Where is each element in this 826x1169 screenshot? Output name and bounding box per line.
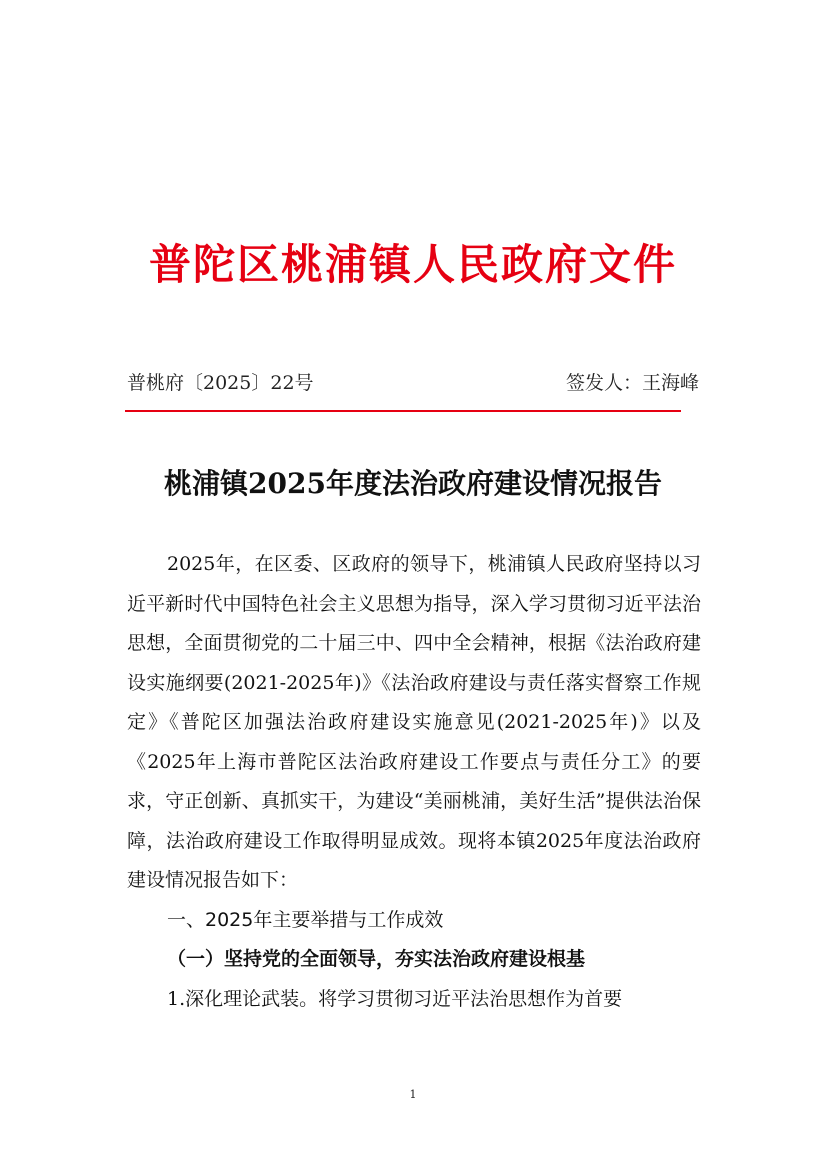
signer-label: 签发人：王海峰: [565, 372, 699, 394]
report-title: 桃浦镇2025年度法治政府建设情况报告: [164, 467, 662, 500]
section-heading: 一、2025年主要举措与工作成效: [167, 908, 444, 931]
item-paragraph: 1.深化理论武装。将学习贯彻习近平法治思想作为首要: [167, 987, 623, 1010]
report-body: [127, 545, 701, 1019]
subsection-heading: （一）坚持党的全面领导，夯实法治政府建设根基: [167, 948, 586, 970]
document-number: 普桃府〔2025〕22号: [127, 372, 314, 394]
header-red-divider: [125, 410, 681, 412]
page-number: 1: [409, 1088, 417, 1101]
intro-paragraph: 2025年，在区委、区政府的领导下，桃浦镇人民政府坚持以习近平新时代中国特色社会主义思想为指导，深入学习贯彻习近平法治思想，全面贯彻党的二十届三中、四中全会精神，根据《法治政府建设实施纲要(2021-2025年)》《法治政府建设与责任落实督察工作规定》《普陀区加强法治政府建设实施意见(2021-2025年)》以及《2025年上海市普陀区法治政府建设工作要点与责任分工》的要求，守正创新、真抓实干，为建设“美丽桃浦，美好生活”提供法治保障，法治政府建设工作取得明显成效。现将本镇2025年度法治政府建设情况报告如下：: [127, 553, 701, 891]
document-header-title: 普陀区桃浦镇人民政府文件: [148, 240, 677, 289]
